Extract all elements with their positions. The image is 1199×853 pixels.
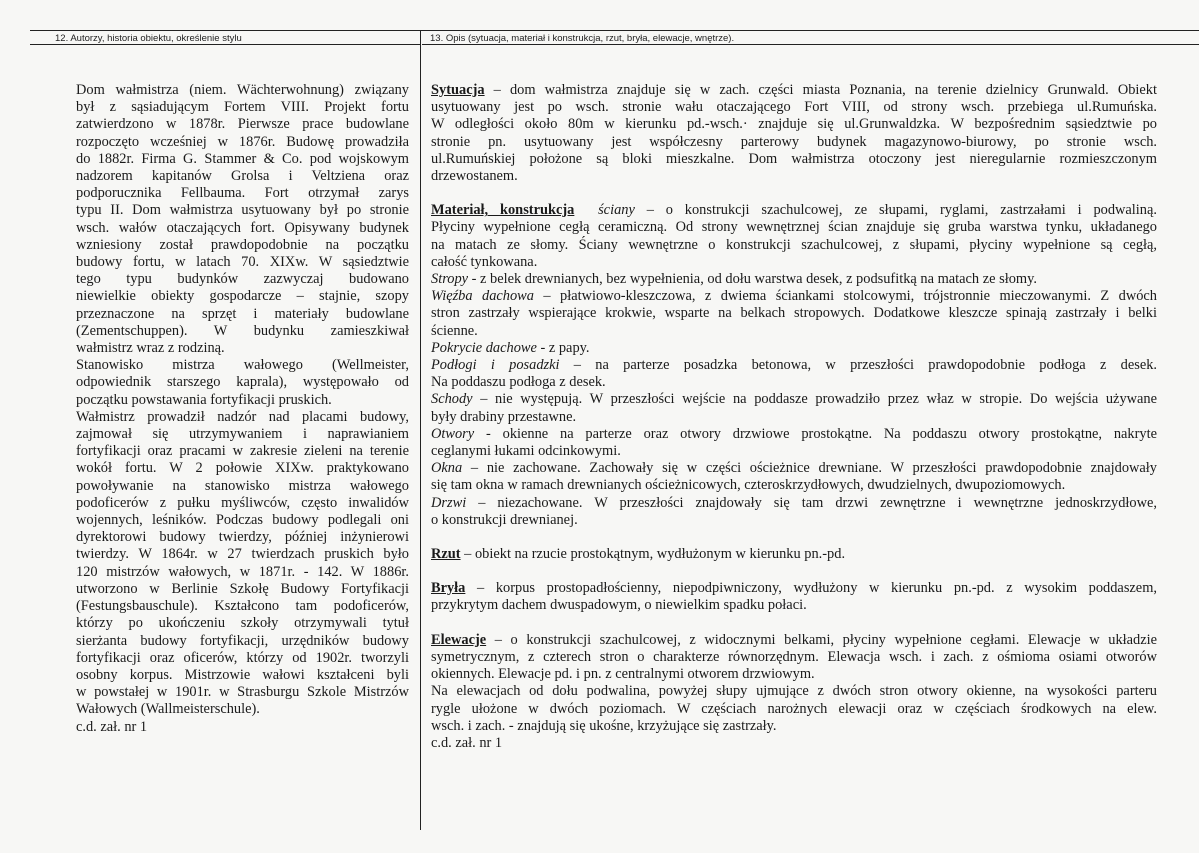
sytuacja-continuation	[431, 99, 1157, 185]
text-line: wsch. i zach. - znajdują się ukośne, krzyżujące się zastrzały.	[431, 717, 777, 734]
bryla-first-line	[431, 580, 1157, 597]
history-line: Stanowisko mistrza wałowego (Wellmeister,	[76, 357, 409, 374]
text-line: o konstrukcji drewnianej.	[431, 511, 578, 528]
bryla-continuation	[431, 597, 1157, 614]
material-item-label: Stropy	[431, 271, 469, 288]
history-line: wojennych, leśników. Podczas budowy podlegali oni	[76, 512, 409, 529]
material-items	[431, 271, 1157, 529]
sciany-text: – o konstrukcji szachulcowej, ze słupami, ryglami, zastrzałami i podwaliną.	[634, 202, 1157, 219]
history-line: (Zementschuppen). W budynku zamieszkiwał	[76, 322, 409, 339]
section-bryla	[431, 580, 1157, 614]
material-item-text: – nie zachowane. Zachowały się w części ościeżnice drewniane. W przeszłości prawdopodobnie znajdowały	[462, 460, 1157, 477]
sytuacja-text: – dom wałmistrza znajduje się w zach. części miasta Poznania, na terenie dzielnicy Grunwald. Obiekt	[484, 82, 1157, 98]
left-column-header: 12. Autorzy, historia obiektu, określenie stylu	[55, 33, 242, 44]
history-line: przeznaczone na sprzęt i materiały budowlane	[76, 305, 409, 322]
text-line: drzewostanem.	[431, 168, 518, 185]
history-line: wałmistrz wraz z rodziną.	[76, 340, 225, 357]
history-line: Wałmistrz prowadził nadzór nad placami budowy,	[76, 408, 409, 425]
material-item	[431, 426, 1157, 443]
text-line: ul.Rumuńskiej położone są bloki mieszkalne. Dom wałmistrza otoczony jest nieregularnie rozmieszczonym	[431, 150, 1157, 167]
elewacje-text: – o konstrukcji szachulcowej, z widocznymi belkami, płyciny wypełnione cegłami. Elewacje w układzie	[486, 631, 1157, 648]
material-item	[431, 460, 1157, 477]
history-line: podoficerów z pułku myśliwców, często inwalidów	[76, 494, 409, 511]
material-item-label: Drzwi	[431, 494, 467, 511]
material-item-text: – płatwiowo-kleszczowa, z dwiema ściankami stolcowymi, trójstronnie mieczowanymi. Z dwóch	[533, 288, 1157, 305]
text-line: okiennych. Elewacje pd. i pn. z centralnymi otworem drzwiowym.	[431, 666, 815, 683]
material-item-label: Pokrycie dachowe	[431, 339, 537, 356]
history-line: do 1882r. Firma G. Stammer & Co. pod wojskowym	[76, 150, 409, 167]
text-line: na matach ze słomy. Ściany wewnętrzne o konstrukcji szachulcowej, z słupami, płyciny wypełnione są cegłą,	[431, 236, 1157, 253]
history-line: powoływanie na stanowisko mistrza wałowego	[76, 477, 409, 494]
text-line: rygle ułożone w dwóch poziomach. W częściach narożnych elewacji oraz w częściach środkowych na elew.	[431, 700, 1157, 717]
material-item-text: - okienne na parterze oraz otwory drzwiowe prostokątne. Na poddaszu otwory prostokątne, nakryte	[474, 425, 1157, 442]
rzut-text: – obiekt na rzucie prostokątnym, wydłużonym w kierunku pn.-pd.	[460, 546, 846, 563]
material-item-text: - z belek drewnianych, bez wypełnienia, od dołu warstwa desek, z podsufitką na matach ze słomy.	[468, 271, 1037, 288]
history-line: początku powstawania fortyfikacji pruskich.	[76, 391, 332, 408]
material-item	[431, 288, 1157, 305]
text-line: Na elewacjach od dołu podwalina, powyżej słupy ujmujące z dwóch stron otwory okienne, na wysokości parteru	[431, 683, 1157, 700]
material-first-line	[431, 202, 1157, 219]
history-line: twierdzy. W 1864r. w 27 twierdzach pruskich było	[76, 546, 409, 563]
history-line: wokół fortu. W 2 połowie XIXw. praktykowano	[76, 460, 409, 477]
history-line: (Festungsbauschule). Kształcono tam podoficerów,	[76, 598, 409, 615]
history-line: fortyfikacji oraz pracami w zakresie zieleni na terenie	[76, 443, 409, 460]
history-line: typu II. Dom wałmistrza usytuowany był po stronie	[76, 202, 409, 219]
section-material	[431, 202, 1157, 529]
text-line: W odległości około 80m w kierunku pd.-wsch.· znajduje się ul.Grunwaldzka. W bezpośrednim sąsiedztwie po	[431, 116, 1157, 133]
header-underline-right	[422, 44, 1199, 45]
material-item-text: - z papy.	[536, 339, 590, 356]
text-line: Płyciny wypełnione cegłą ceramiczną. Od strony wewnętrznej ścian znajduje się gruba warstwa tynku, układanego	[431, 219, 1157, 236]
material-item-label: Schody	[431, 391, 473, 408]
text-line: ścienne.	[431, 322, 478, 339]
history-line: budowy fortu, w latach 70. XIXw. W sąsiedztwie	[76, 254, 409, 271]
section-heading-elewacje: Elewacje	[431, 631, 487, 648]
text-line: się tam okna w ramach drewnianych ościeżnicowych, czteroskrzydłowych, dwudzielnych, dwupoziomowych.	[431, 477, 1066, 494]
history-line: niewielkie obiekty gospodarcze – stajnie, szopy	[76, 288, 409, 305]
history-line: osobny korpus. Mistrzowie wałowi kształceni byli	[76, 666, 409, 683]
material-item-label: Więźba dachowa	[431, 288, 534, 305]
history-line: zajmował się utrzymywaniem i naprawianiem	[76, 426, 409, 443]
elewacje-continuation	[431, 649, 1157, 752]
section-elewacje	[431, 632, 1157, 752]
history-line: odpowiednik starszego kaprala), występowało od	[76, 374, 409, 391]
material-continuation	[431, 219, 1157, 271]
text-line: Na poddaszu podłoga z desek.	[431, 374, 606, 391]
history-line: wsch. wałów otaczających fort. Opisywany budynek	[76, 219, 409, 236]
description-text	[431, 82, 1157, 752]
material-item	[431, 340, 1157, 357]
material-item	[431, 271, 1157, 288]
text-line: stronie pn. usytuowany jest współczesny parterowy budynek magazynowo-biurowy, po stronie wsch.	[431, 133, 1157, 150]
rzut-line	[431, 546, 1157, 563]
material-item-text: – niezachowane. W przeszłości znajdowały się tam drzwi zewnętrzne i wewnętrzne jednoskrzydłowe,	[466, 494, 1157, 511]
text-line: całość tynkowana.	[431, 253, 538, 270]
text-line: symetrycznym, z czterech stron o charakterze równorzędnym. Elewacja wsch. i zach. z ośmioma osiami otworów	[431, 648, 1157, 665]
text-line: c.d. zał. nr 1	[431, 734, 503, 751]
section-heading-bryla: Bryła	[431, 580, 466, 597]
history-line: utworzono w Berlinie Szkołę Budowy Fortyfikacji	[76, 580, 409, 597]
sciany-label: ściany	[598, 202, 635, 219]
history-line: dyrektorowi budowy twierdzy, później inżynierowi	[76, 529, 409, 546]
column-divider	[420, 30, 421, 830]
material-item-label: Okna	[431, 460, 463, 477]
history-line: rozpoczęto wcześniej w 1876r. Budowę prowadziła	[76, 133, 409, 150]
section-rzut	[431, 546, 1157, 563]
history-line: którzy po ukończeniu szkoły otrzymywali tytuł	[76, 615, 409, 632]
history-line: fortyfikacji oraz oficerów, którzy od 1902r. tworzyli	[76, 649, 409, 666]
history-line: Wałowych (Wallmeisterschule).	[76, 701, 260, 718]
history-line: nadzorem kapitanów Grolsa i Veltziena oraz	[76, 168, 409, 185]
section-heading-material: Materiał, konstrukcja	[431, 202, 575, 219]
history-line: 120 mistrzów wałowych, w 1871r. - 142. W 1886r.	[76, 563, 409, 580]
top-rule	[30, 30, 1199, 31]
history-line: zatwierdzono w 1878r. Pierwsze prace budowlane	[76, 116, 409, 133]
sytuacja-first-line	[431, 82, 1157, 99]
history-line: podporucznika Fellbauma. Fort otrzymał zarys	[76, 185, 409, 202]
header-underline-left	[30, 44, 420, 45]
section-heading-sytuacja: Sytuacja	[431, 82, 485, 98]
material-item	[431, 391, 1157, 408]
right-column-header: 13. Opis (sytuacja, materiał i konstrukcja, rzut, bryła, elewacje, wnętrze).	[430, 33, 735, 44]
material-item	[431, 495, 1157, 512]
section-sytuacja	[431, 82, 1157, 185]
material-item-label: Otwory	[431, 425, 475, 442]
text-line: przykrytym dachem dwuspadowym, o niewielkim spadku połaci.	[431, 597, 807, 614]
history-line: w powstałej w 1901r. w Strasburgu Szkole Mistrzów	[76, 684, 409, 701]
material-item-text: – na parterze posadzka betonowa, w przeszłości prawdopodobnie podłoga z desek.	[559, 357, 1157, 374]
history-line: Dom wałmistrza (niem. Wächterwohnung) związany	[76, 82, 409, 98]
history-line: wzniesiony został prawdopodobnie na początku	[76, 236, 409, 253]
text-line: stron zastrzały wspierające krokwie, wsparte na belkach stropowych. Dodatkowe kleszcze spinają zastrzały i belki	[431, 305, 1157, 322]
history-line: c.d. zał. nr 1	[76, 718, 148, 735]
text-line: usytuowany jest po wsch. stronie wału otaczającego Fort VIII, od strony wsch. przebiega ul.Rumuńska.	[431, 99, 1157, 116]
material-item-text: – nie występują. W przeszłości wejście na poddasze prowadziło przez właz w stropie. Do wejścia używane	[472, 391, 1157, 408]
text-line: ceglanymi łukami odcinkowymi.	[431, 443, 621, 460]
text-line: były drabiny przestawne.	[431, 408, 577, 425]
history-line: był z sąsiadującym Fortem VIII. Projekt fortu	[76, 99, 409, 116]
history-line: sierżanta budowy fortyfikacji, urzędników budowy	[76, 632, 409, 649]
section-heading-rzut: Rzut	[431, 546, 461, 563]
history-line: tego typu budynków zazwyczaj budowano	[76, 271, 409, 288]
material-item	[431, 357, 1157, 374]
history-text	[76, 82, 409, 736]
bryla-text: – korpus prostopadłościenny, niepodpiwniczony, wydłużony w kierunku pn.-pd. z wysokim poddaszem,	[465, 580, 1157, 597]
material-item-label: Podłogi i posadzki	[431, 357, 560, 374]
elewacje-first-line	[431, 632, 1157, 649]
